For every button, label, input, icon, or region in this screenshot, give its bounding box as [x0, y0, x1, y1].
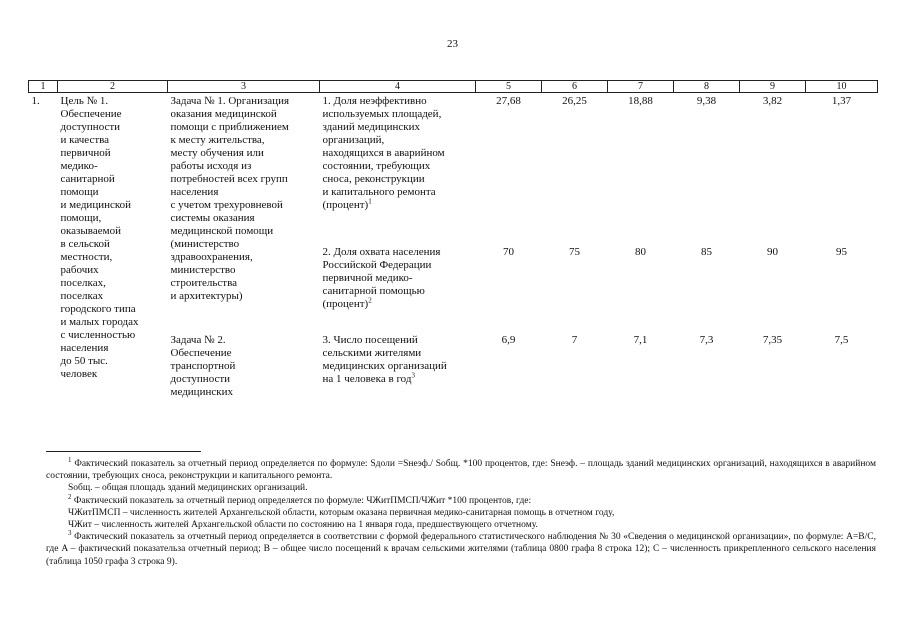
footnote-ref: 3	[411, 370, 415, 379]
value-cell: 80	[635, 245, 646, 258]
col-header: 8	[674, 81, 740, 93]
col-header: 2	[58, 81, 168, 93]
footnotes	[46, 455, 876, 568]
value-cell: 18,88	[628, 95, 653, 107]
value-cell: 7,35	[762, 333, 783, 346]
footnote-1	[46, 455, 876, 482]
col-header: 4	[320, 81, 476, 93]
footnote-text: Фактический показатель за отчетный период определяется по формуле: ЧЖитПМСП/ЧЖит *100 процентов, где:	[73, 495, 532, 506]
footnote-mark: 1	[68, 455, 72, 464]
footnote-2-line2: ЧЖитПМСП – численность жителей Архангельской области, которым оказана первичная медико-санитарная помощь в отчетном году,	[68, 507, 615, 518]
header-row	[29, 81, 878, 93]
indicator-cell	[320, 332, 476, 401]
col-header: 1	[29, 81, 58, 93]
table-row	[29, 93, 878, 244]
value-cell: 90	[767, 245, 778, 258]
goal-cell	[58, 93, 168, 402]
footnote-ref: 2	[368, 296, 372, 305]
footnote-text: Фактический показатель за отчетный период определяется в соответствии с формой федерального статистического наблюдения № 30 «Сведения о медицинской организации», по формуле: A=B/C, где A – фактический показательза отчетный период; B – общее число посещений к врачам сельскими жителями (таблица 0800 графа 8 строка 12); C – численность прикрепленного сельского населения (таблица 1050 графа 3 строка 9).	[46, 532, 876, 567]
col-header: 3	[168, 81, 320, 93]
indicators-table	[28, 80, 878, 401]
footnote-mark: 3	[68, 529, 72, 538]
page-number: 23	[447, 38, 458, 50]
value-cell: 7,1	[633, 333, 648, 346]
col-header: 10	[806, 81, 878, 93]
value-cell: 75	[569, 245, 580, 258]
footnote-2	[46, 492, 876, 507]
indicator-cell	[320, 244, 476, 332]
value-cell: 7,5	[834, 333, 849, 346]
value-cell: 6,9	[501, 333, 516, 346]
row-number: 1.	[31, 95, 40, 107]
footnote-3	[46, 531, 876, 568]
footnote-2-line3: ЧЖит – численность жителей Архангельской области по состоянию на 1 января года, предшествующего отчетному.	[68, 520, 538, 531]
indicator-text: 1. Доля неэффективно используемых площадей, зданий медицинских организаций, находящихся в аварийном состоянии, требующих сноса, реконструкции и капитального ремонта (процент)	[322, 95, 445, 211]
value-cell: 3,82	[762, 95, 783, 107]
indicator-text: 2. Доля охвата населения Российской Федерации первичной медико- санитарной помощью (процент)	[322, 245, 441, 310]
col-header: 7	[608, 81, 674, 93]
task1-cell	[168, 93, 320, 332]
value-cell: 26,25	[562, 95, 587, 107]
footnote-1-extra: Sобщ. – общая площадь зданий медицинских организаций.	[68, 483, 308, 494]
value-cell: 95	[836, 245, 847, 258]
value-cell: 7	[571, 333, 578, 346]
col-header: 5	[476, 81, 542, 93]
footnote-text: Фактический показатель за отчетный период определяется по формуле: Sдоли =Sнеэф./ Sобщ. *100 процентов, где: Sнеэф. – площадь зданий медицинских организаций, находящихся в аварийном состоянии, требующих сноса, реконструкции и капитального ремонта.	[46, 459, 876, 482]
col-header: 6	[542, 81, 608, 93]
footnote-divider	[46, 451, 201, 452]
footnote-mark: 2	[68, 492, 72, 501]
value-cell: 9,38	[696, 95, 717, 107]
task2-text: Задача № 2. Обеспечение транспортной доступности медицинских	[170, 333, 236, 398]
footnote-ref: 1	[368, 197, 372, 206]
value-cell: 85	[701, 245, 712, 258]
value-cell: 7,3	[699, 333, 714, 346]
value-cell: 27,68	[496, 95, 521, 107]
indicator-cell	[320, 93, 476, 244]
indicator-text: 3. Число посещений сельскими жителями медицинских организаций на 1 человека в год	[322, 333, 447, 385]
task1-text: Задача № 1. Организация оказания медицинской помощи с приближением к месту жительства, месту обучения или работы исходя из потребностей всех групп населения с учетом трехуровневой системы оказания медицинской помощи (министерство здравоохранения, министерство строительства и архитектуры)	[170, 95, 290, 302]
col-header: 9	[740, 81, 806, 93]
value-cell: 1,37	[831, 95, 852, 107]
task2-cell	[168, 332, 320, 401]
goal-text: Цель № 1. Обеспечение доступности и качества первичной медико- санитарной помощи и медицинской помощи, оказываемой в сельской местности, рабочих поселках, поселках городского типа и малых городах с численностью населения до 50 тыс. человек	[60, 95, 139, 380]
value-cell: 70	[503, 245, 514, 258]
